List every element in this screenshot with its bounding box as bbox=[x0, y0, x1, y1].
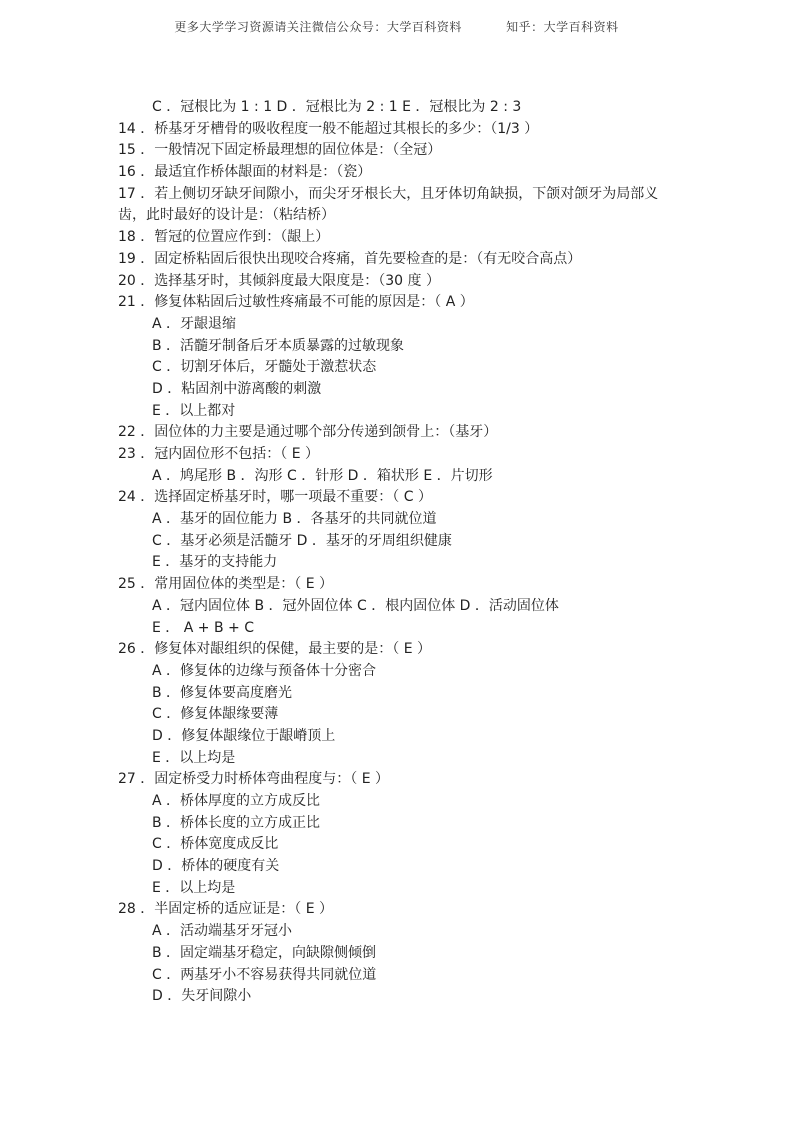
question-line: 15 ．一般情况下固定桥最理想的固位体是：（全冠） bbox=[118, 142, 442, 159]
option-line: D ．修复体龈缘位于龈嵴顶上 bbox=[152, 727, 336, 744]
page-header bbox=[0, 18, 793, 35]
option-line: C ．切割牙体后，牙髓处于激惹状态 bbox=[152, 359, 377, 376]
question-line: 22 ．固位体的力主要是通过哪个部分传递到颌骨上：（基牙） bbox=[118, 424, 498, 441]
option-line: A ．桥体厚度的立方成反比 bbox=[152, 793, 321, 810]
option-line: C ．两基牙小不容易获得共同就位道 bbox=[152, 966, 377, 983]
question-line: 21 ．修复体粘固后过敏性疼痛最不可能的原因是：（ A ） bbox=[118, 294, 474, 311]
option-line: C ．修复体龈缘要薄 bbox=[152, 706, 279, 723]
option-line: B ．修复体要高度磨光 bbox=[152, 684, 293, 701]
question-line: 24 ．选择固定桥基牙时，哪一项最不重要：（ C ） bbox=[118, 489, 432, 506]
question-line: 17 ．若上侧切牙缺牙间隙小，而尖牙牙根长大，且牙体切角缺损，下颌对颌牙为局部义齿，此时最好的设计是：（粘结桥） bbox=[118, 185, 659, 224]
header-wechat-text: 更多大学学习资源请关注微信公众号：大学百科资料 bbox=[174, 20, 462, 34]
option-line: A ．牙龈退缩 bbox=[152, 315, 237, 332]
question-line: 14 ．桥基牙牙槽骨的吸收程度一般不能超过其根长的多少：（1/3 ） bbox=[118, 120, 539, 137]
option-line: E ．以上均是 bbox=[152, 879, 236, 896]
question-line: 16 ．最适宜作桥体龈面的材料是：（瓷） bbox=[118, 164, 372, 181]
option-line: B ．活髓牙制备后牙本质暴露的过敏现象 bbox=[152, 337, 405, 354]
question-line: 27 ．固定桥受力时桥体弯曲程度与：（ E ） bbox=[118, 771, 390, 788]
document-body bbox=[118, 97, 678, 1008]
option-line: D ．桥体的硬度有关 bbox=[152, 858, 280, 875]
header-zhihu-text: 知乎：大学百科资料 bbox=[506, 20, 619, 34]
question-line: 25 ．常用固位体的类型是：（ E ） bbox=[118, 576, 334, 593]
question-line: 28 ．半固定桥的适应证是：（ E ） bbox=[118, 901, 334, 918]
option-line: E ．以上都对 bbox=[152, 402, 236, 419]
option-line: C ．基牙必须是活髓牙 D ．基牙的牙周组织健康 bbox=[152, 532, 452, 549]
option-line: B ．固定端基牙稳定，向缺隙侧倾倒 bbox=[152, 944, 377, 961]
question-line: 20 ．选择基牙时，其倾斜度最大限度是：（30 度 ） bbox=[118, 272, 440, 289]
option-line: A ．活动端基牙牙冠小 bbox=[152, 923, 293, 940]
question-line: 18 ．暂冠的位置应作到：（龈上） bbox=[118, 229, 330, 246]
option-line: A ．基牙的固位能力 B ．各基牙的共同就位道 bbox=[152, 511, 437, 528]
option-line: C ．冠根比为 1 : 1 D ．冠根比为 2 : 1 E ．冠根比为 2 : 3 bbox=[152, 99, 522, 115]
option-line: D ．粘固剂中游离酸的刺激 bbox=[152, 380, 322, 397]
option-line: E ． A + B + C bbox=[152, 619, 254, 636]
question-line: 19 ．固定桥粘固后很快出现咬合疼痛，首先要检查的是：（有无咬合高点） bbox=[118, 250, 582, 267]
option-line: E ．基牙的支持能力 bbox=[152, 554, 278, 571]
option-line: A ．鸠尾形 B ．沟形 C ．针形 D ．箱状形 E ．片切形 bbox=[152, 467, 493, 484]
question-line: 26 ．修复体对龈组织的保健，最主要的是：（ E ） bbox=[118, 641, 432, 658]
option-line: D ．失牙间隙小 bbox=[152, 988, 252, 1005]
option-line: A ．冠内固位体 B ．冠外固位体 C ．根内固位体 D ．活动固位体 bbox=[152, 597, 559, 614]
option-line: B ．桥体长度的立方成正比 bbox=[152, 814, 321, 831]
question-line: 23 ．冠内固位形不包括：（ E ） bbox=[118, 446, 320, 463]
option-line: E ．以上均是 bbox=[152, 749, 236, 766]
option-line: C ．桥体宽度成反比 bbox=[152, 836, 279, 853]
option-line: A ．修复体的边缘与预备体十分密合 bbox=[152, 662, 377, 679]
